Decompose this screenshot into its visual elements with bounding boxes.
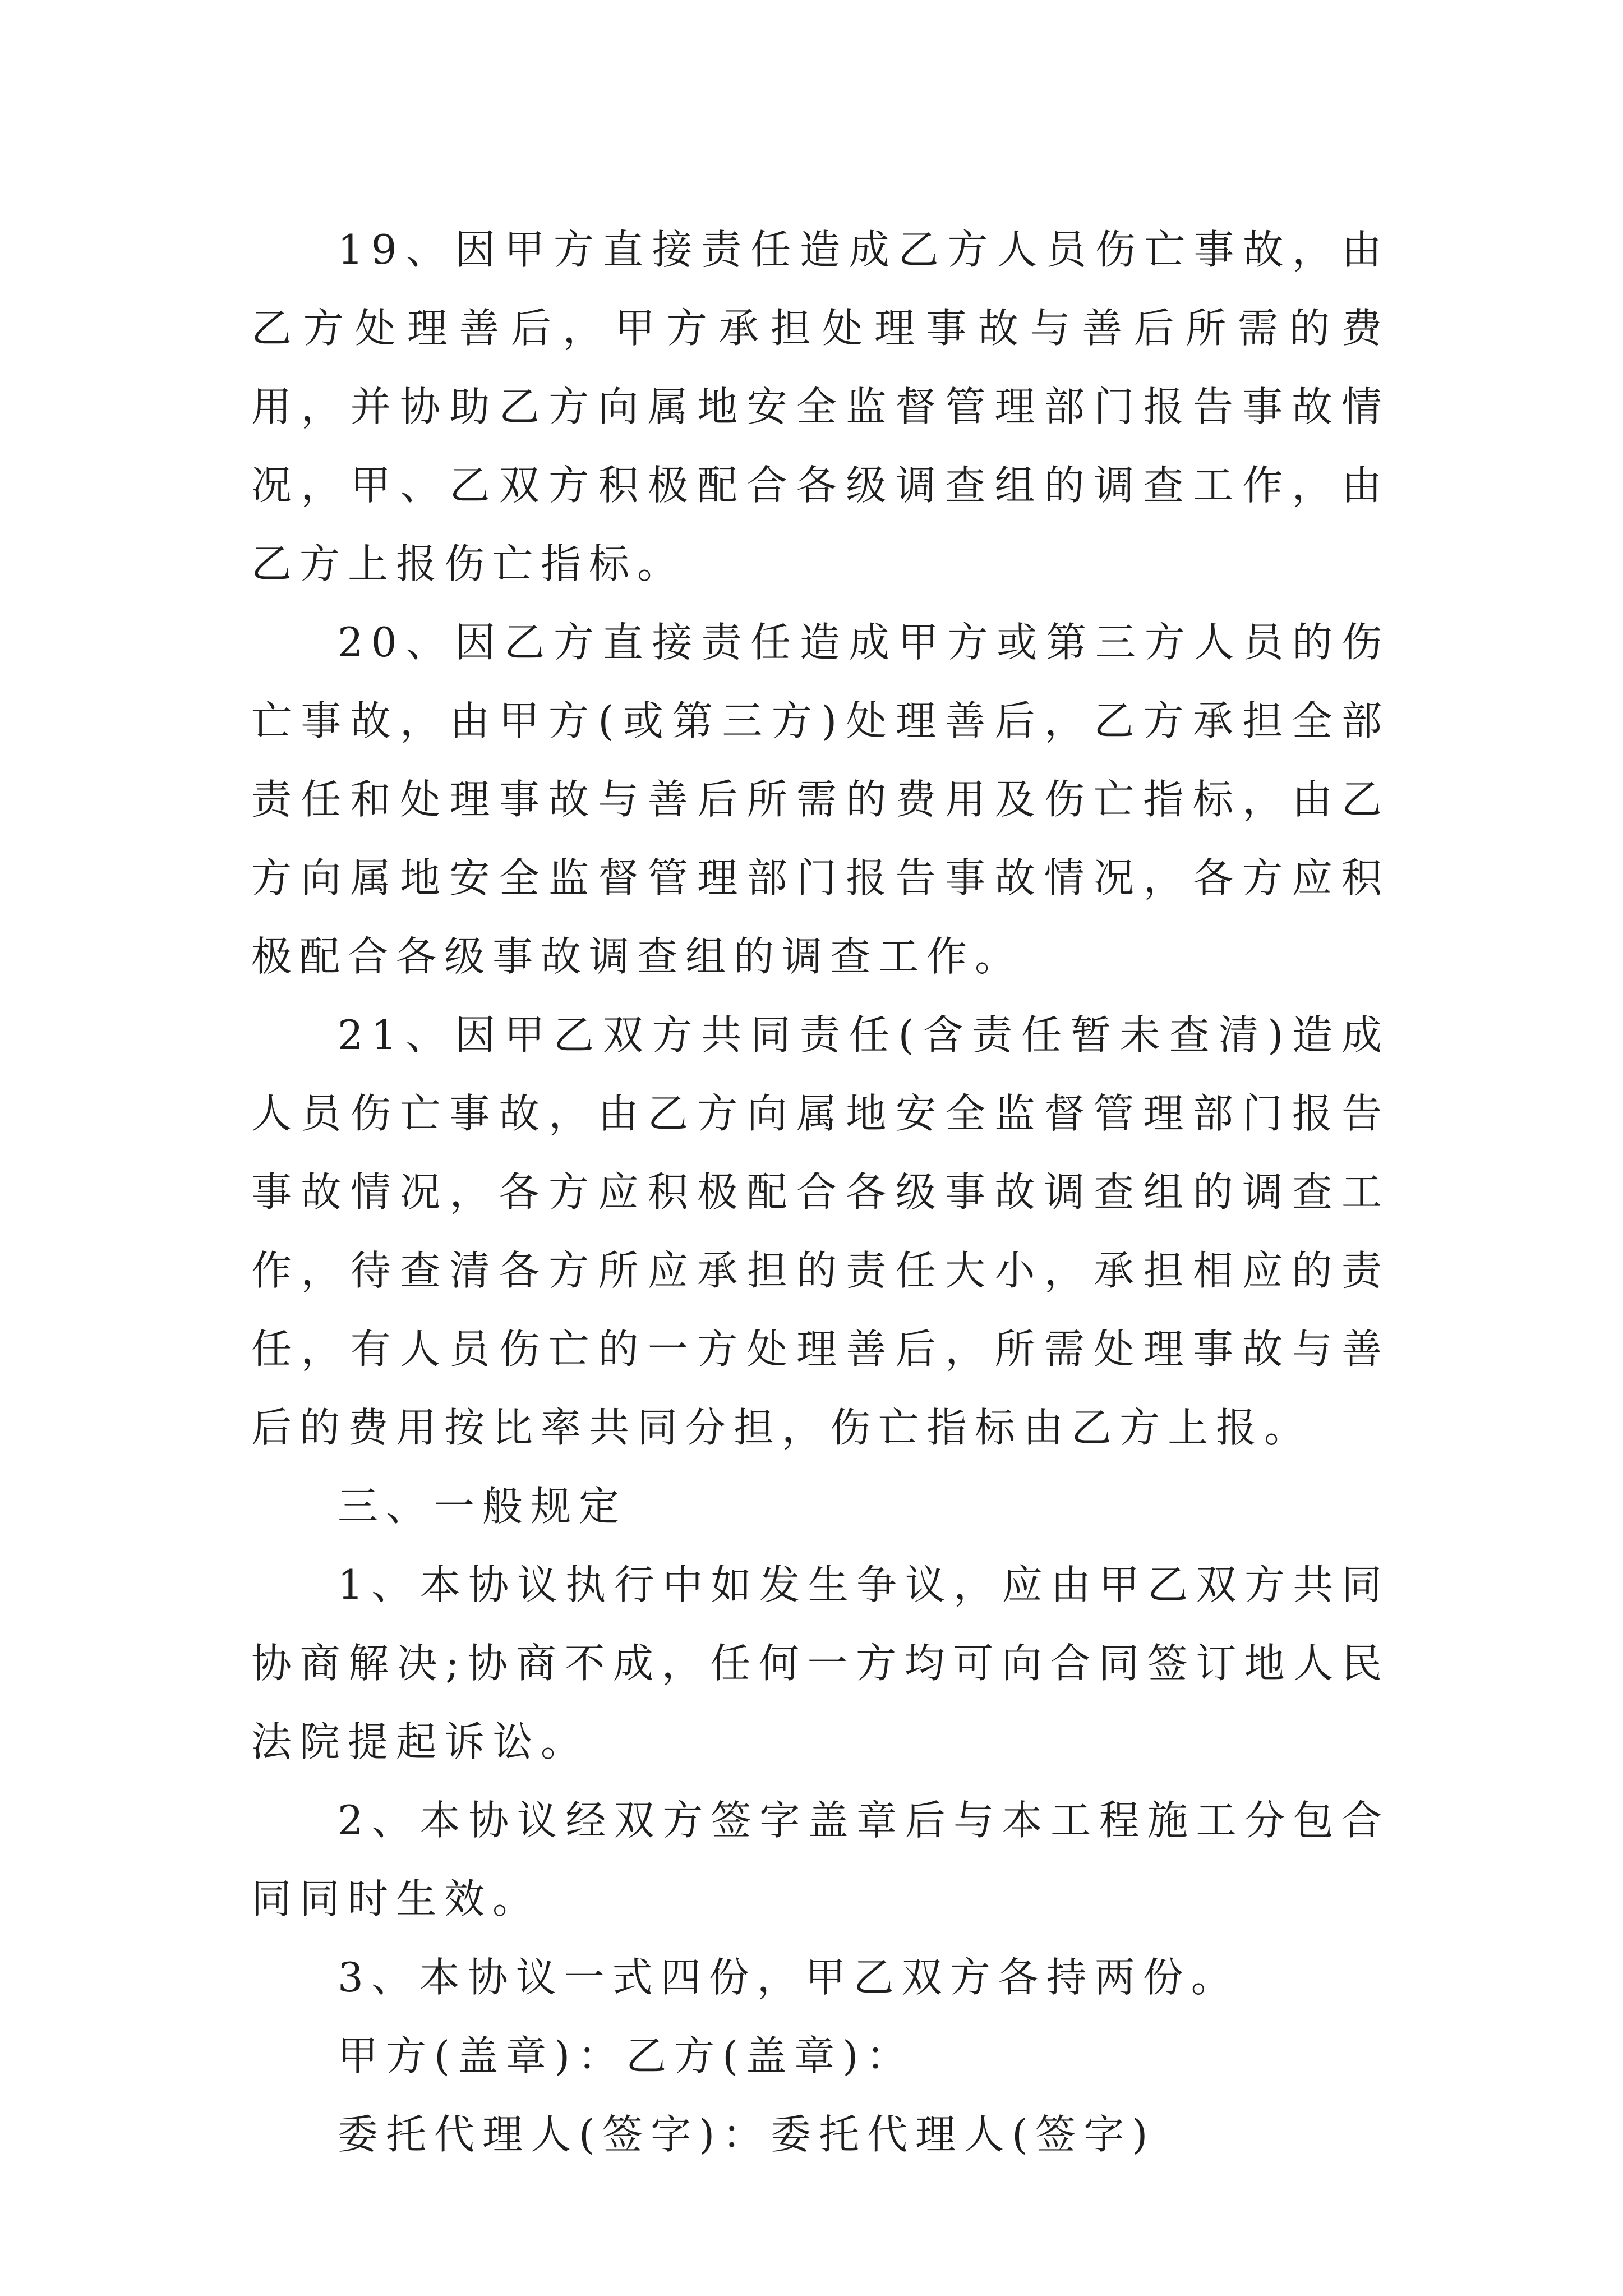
- clause-19: 19、因甲方直接责任造成乙方人员伤亡事故，由乙方处理善后，甲方承担处理事故与善后所需的费用，并协助乙方向属地安全监督管理部门报告事故情况，甲、乙双方积极配合各级调查组的调查工作，由乙方上报伤亡指标。: [251, 226, 1390, 587]
- provision-1: 1、本协议执行中如发生争议，应由甲乙双方共同协商解决;协商不成，任何一方均可向合同签订地人民法院提起诉讼。: [251, 1561, 1390, 1765]
- signature-seal-line: 甲方(盖章)：乙方(盖章)：: [338, 2032, 915, 2079]
- clause-20: 20、因乙方直接责任造成甲方或第三方人员的伤亡事故，由甲方(或第三方)处理善后，乙方承担全部责任和处理事故与善后所需的费用及伤亡指标，由乙方向属地安全监督管理部门报告事故情况，各方应积极配合各级事故调查组的调查工作。: [251, 619, 1390, 980]
- document-body: [251, 210, 1390, 2174]
- clause-21: 21、因甲乙双方共同责任(含责任暂未查清)造成人员伤亡事故，由乙方向属地安全监督管理部门报告事故情况，各方应积极配合各级事故调查组的调查工作，待查清各方所应承担的责任大小，承担相应的责任，有人员伤亡的一方处理善后，所需处理事故与善后的费用按比率共同分担，伤亡指标由乙方上报。: [251, 1011, 1390, 1451]
- signature-agent-line: 委托代理人(签字)：委托代理人(签字): [338, 2111, 1156, 2158]
- provision-2: 2、本协议经双方签字盖章后与本工程施工分包合同同时生效。: [251, 1797, 1390, 1922]
- section-heading: 三、一般规定: [338, 1483, 628, 1530]
- provision-3: 3、本协议一式四份，甲乙双方各持两份。: [338, 1954, 1239, 2001]
